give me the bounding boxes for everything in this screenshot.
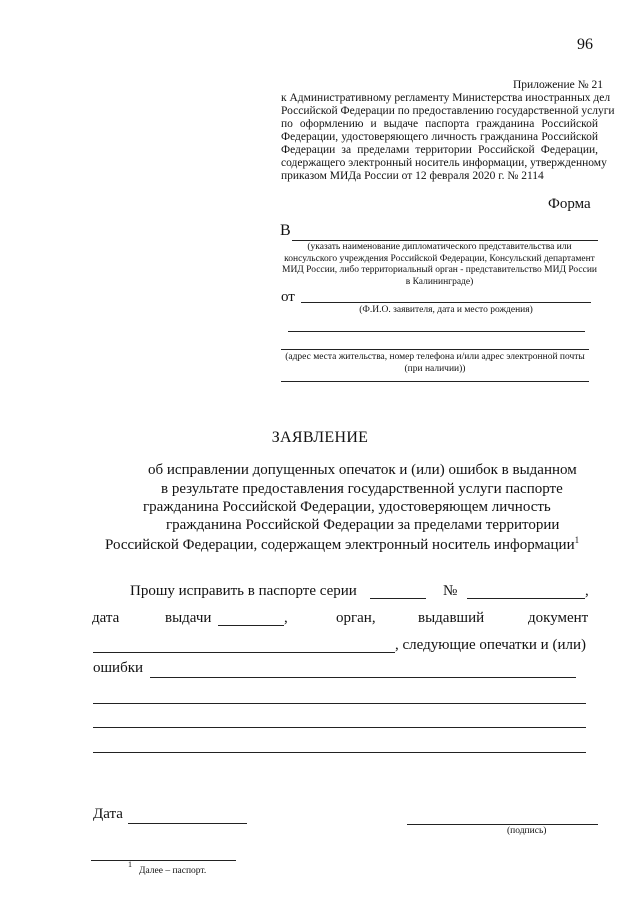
appendix-line: Федерации за пределами территории Российской Федерации,: [281, 144, 598, 156]
document-title: ЗАЯВЛЕНИЕ: [271, 429, 369, 446]
issue-date-field[interactable]: [218, 625, 284, 626]
word-dokument: документ: [528, 610, 589, 626]
address-caption: [281, 352, 589, 375]
passport-series-field[interactable]: [370, 598, 426, 599]
v-label: В: [280, 222, 291, 239]
footnote-reference: 1: [574, 535, 580, 545]
number-sign: №: [443, 583, 458, 599]
appendix-line: Российской Федерации по предоставлению государственной услуги: [281, 105, 615, 117]
errors-field-line-2[interactable]: [93, 703, 586, 704]
v-caption-line: МИД России, либо территориальный орган - представительство МИД России: [282, 265, 597, 275]
ot-label: от: [281, 289, 295, 305]
date-field[interactable]: [128, 823, 247, 824]
appendix-text: [281, 92, 615, 183]
v-caption-line: консульского учреждения Российской Федерации, Консульский департамент: [284, 253, 595, 264]
word-data: дата: [92, 610, 120, 626]
address-caption-line: (при наличии)): [404, 363, 466, 374]
applicant-field-line[interactable]: [288, 331, 585, 332]
subject-line-last: [105, 535, 579, 554]
v-caption-line: в Калининграде): [405, 276, 474, 287]
word-vydachi: выдачи: [165, 610, 212, 626]
date-label: Дата: [93, 806, 123, 822]
line1-comma: ,: [585, 583, 589, 599]
appendix-line: Федерации, удостоверяющего личность гражданина Российской: [281, 131, 598, 143]
word-organ: орган,: [336, 610, 376, 626]
subject-line: Российской Федерации, содержащем электронный носитель информации: [105, 537, 575, 553]
signature-caption: (подпись): [507, 826, 547, 836]
address-bottom-line: [281, 381, 589, 382]
appendix-line: к Административному регламенту Министерства иностранных дел: [281, 92, 611, 104]
issuing-authority-field[interactable]: [93, 652, 395, 653]
ot-field-line[interactable]: [301, 302, 591, 303]
passport-number-field[interactable]: [467, 598, 585, 599]
appendix-line: содержащего электронный носитель информации, утвержденному: [281, 157, 607, 169]
appendix-line: приказом МИДа России от 12 февраля 2020 г. № 2114: [281, 170, 544, 182]
footnote-separator: [91, 860, 236, 861]
v-caption-line: (указать наименование дипломатического представительства или: [307, 242, 572, 252]
signature-field[interactable]: [407, 824, 598, 825]
appendix-title: Приложение № 21: [513, 79, 603, 91]
v-caption: [281, 242, 598, 288]
subject-line: в результате предоставления государственной услуги паспорте: [161, 481, 563, 497]
v-field-line[interactable]: [292, 240, 598, 241]
footnote-text: Далее – паспорт.: [139, 866, 207, 876]
subject-line: об исправлении допущенных опечаток и (или) ошибок в выданном: [148, 462, 577, 478]
subject-line: гражданина Российской Федерации за пределами территории: [166, 517, 560, 533]
request-continuation: , следующие опечатки и (или): [395, 637, 586, 653]
address-field-line[interactable]: [281, 349, 589, 350]
form-label: Форма: [548, 196, 591, 212]
errors-field-line-3[interactable]: [93, 727, 586, 728]
address-caption-line: (адрес места жительства, номер телефона и/или адрес электронной почты: [285, 352, 585, 362]
errors-field-line-1[interactable]: [150, 677, 576, 678]
request-text: Прошу исправить в паспорте серии: [130, 583, 357, 599]
page-number: 96: [577, 36, 593, 53]
ot-caption: (Ф.И.О. заявителя, дата и место рождения): [359, 305, 533, 315]
errors-field-line-4[interactable]: [93, 752, 586, 753]
subject-line: гражданина Российской Федерации, удостоверяющем личность: [143, 499, 551, 515]
footnote-mark: 1: [128, 860, 132, 869]
word-oshibki: ошибки: [93, 660, 144, 676]
line2-comma: ,: [284, 610, 288, 626]
appendix-line: по оформлению и выдаче паспорта гражданина Российской: [281, 118, 598, 130]
word-vydavshiy: выдавший: [418, 610, 485, 626]
